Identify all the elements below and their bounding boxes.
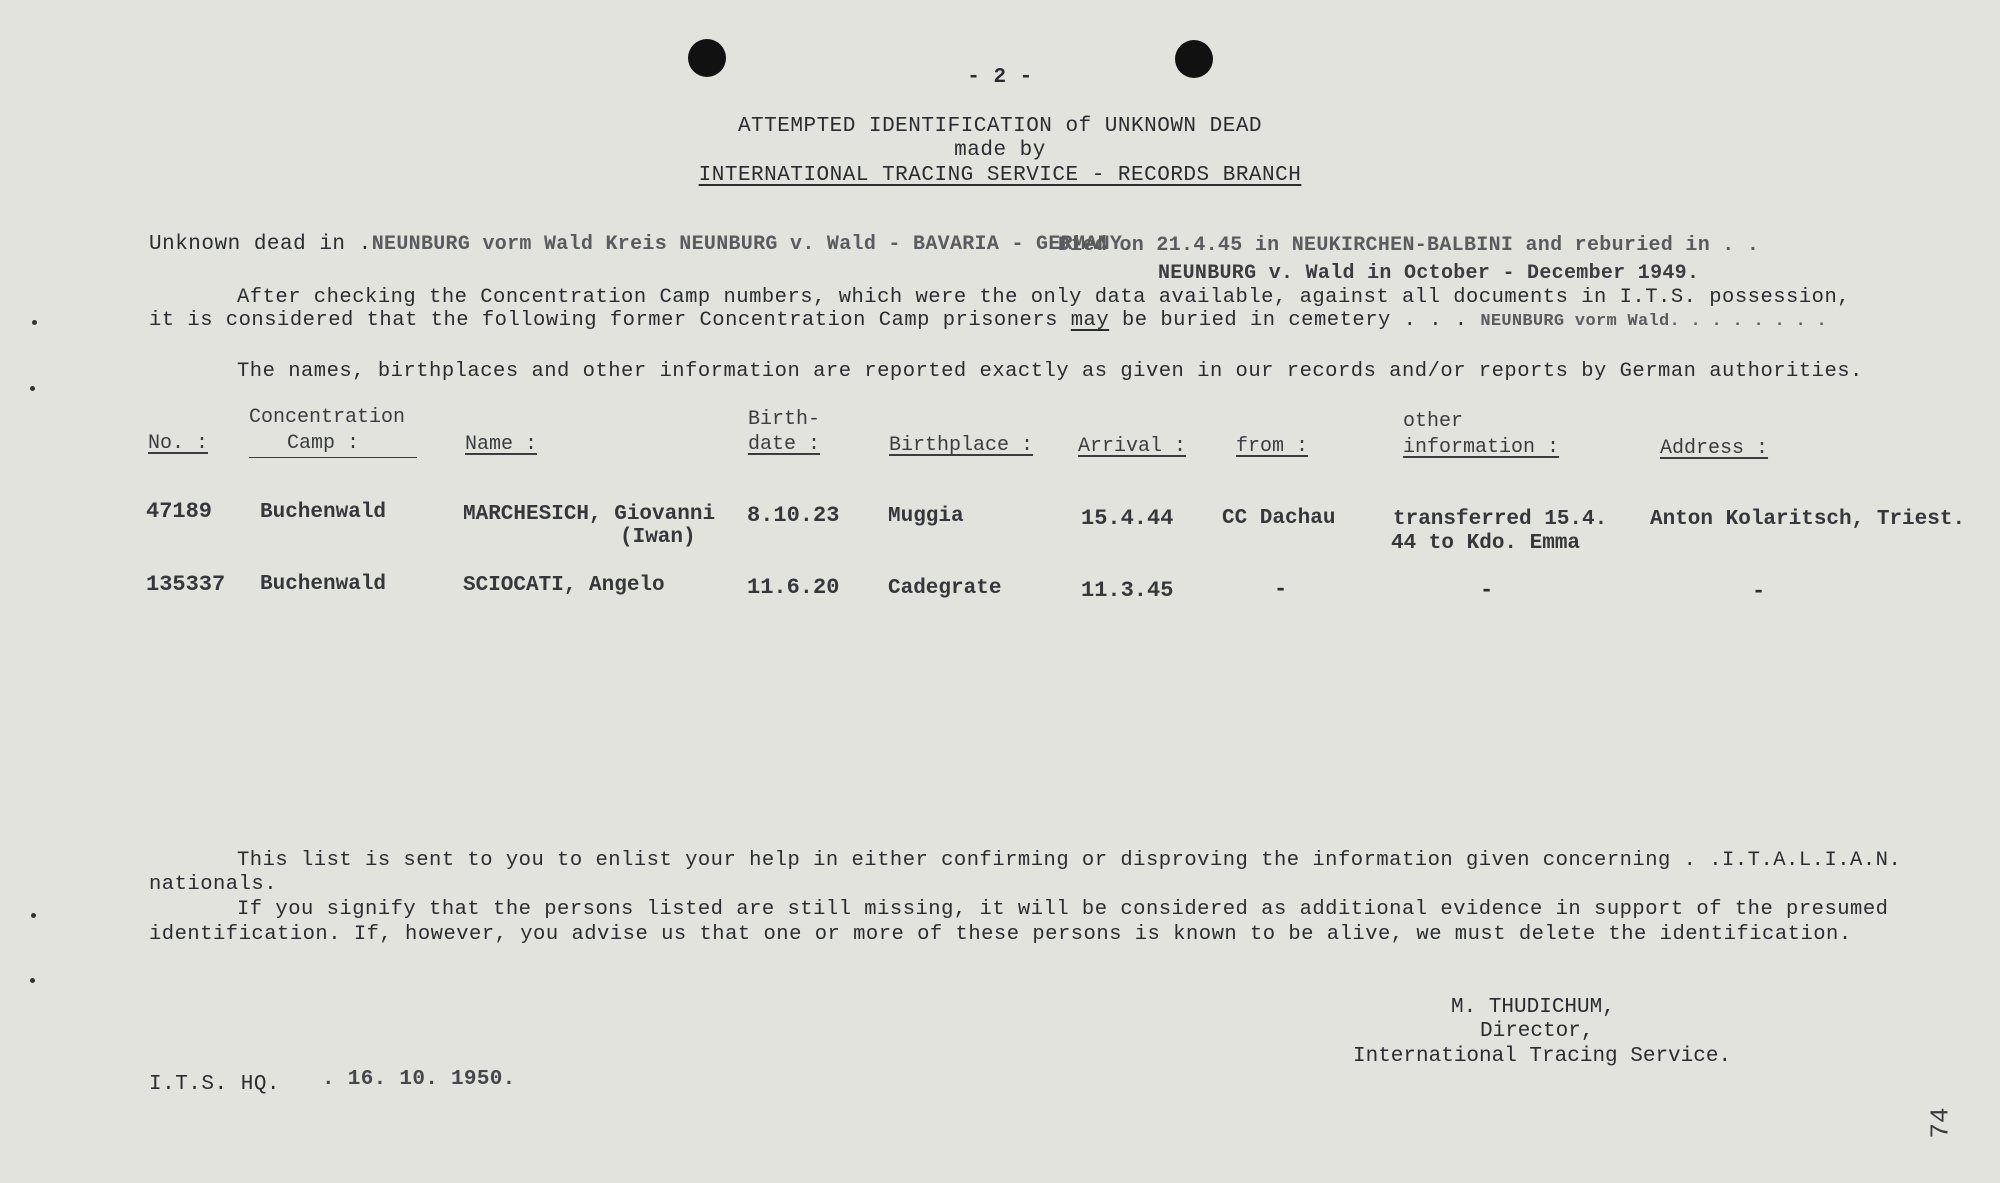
header-address: Address :	[1660, 437, 1769, 460]
cell-name: MARCHESICH, Giovanni	[463, 503, 716, 526]
reburial-stamp: NEUNBURG v. Wald in October - December 1949.	[1158, 262, 1700, 285]
cell-other-cont: 44 to Kdo. Emma	[1391, 532, 1581, 555]
header-birthdate-top: Birth-	[748, 408, 821, 431]
signatory-title: Director,	[1480, 1020, 1594, 1043]
cell-address: -	[1752, 579, 1766, 604]
header-camp-top: Concentration	[249, 406, 406, 429]
cell-arrival: 11.3.45	[1081, 578, 1174, 603]
location-stamp: NEUNBURG vorm Wald Kreis NEUNBURG v. Wald - BAVARIA - GERMANY.	[371, 233, 1135, 256]
closing-line-4: identification. If, however, you advise us that one or more of these persons is known to be alive, we must delete the identification.	[149, 923, 1852, 946]
cell-birthdate: 8.10.23	[747, 503, 840, 528]
margin-page-mark: 74	[1925, 1107, 1956, 1139]
signatory-name: M. THUDICHUM,	[1451, 996, 1615, 1019]
may-emphasis: may	[1070, 309, 1110, 332]
margin-dot	[31, 913, 36, 918]
cell-other: -	[1480, 578, 1494, 603]
closing-line-2: nationals.	[149, 873, 278, 896]
header-other-top: other	[1403, 410, 1464, 433]
cell-from: CC Dachau	[1222, 507, 1336, 530]
margin-dot	[32, 320, 37, 325]
cell-no: 135337	[146, 572, 226, 597]
document-subtitle: made by	[954, 139, 1046, 162]
intro-line-1	[149, 233, 1134, 256]
intro-paragraph-line-1: After checking the Concentration Camp numbers, which were the only data available, against all documents in I.T.S. possession,	[237, 286, 1851, 309]
cell-birthplace: Muggia	[888, 505, 964, 528]
intro-prefix: Unknown dead in .	[149, 233, 372, 256]
cell-camp: Buchenwald	[260, 501, 387, 524]
cell-birthdate: 11.6.20	[747, 575, 840, 600]
intro-paragraph-line-2: it is considered that the following former Concentration Camp prisoners may be buried in cemetery . . . NEUNBURG vorm Wald. . . . . . . .	[149, 309, 1827, 332]
cell-address: Anton Kolaritsch, Triest.	[1650, 508, 1966, 531]
footer-hq: I.T.S. HQ.	[149, 1073, 281, 1096]
cell-no: 47189	[146, 499, 213, 524]
header-birthplace: Birthplace :	[889, 434, 1034, 457]
document-title: ATTEMPTED IDENTIFICATION of UNKNOWN DEAD	[737, 115, 1263, 138]
signatory-organization: International Tracing Service.	[1353, 1045, 1732, 1068]
cell-name: SCIOCATI, Angelo	[463, 574, 665, 597]
cell-other: transferred 15.4.	[1393, 508, 1608, 531]
closing-line-3: If you signify that the persons listed are still missing, it will be considered as additional evidence in support of the presumed	[237, 898, 1889, 921]
cell-name-alias: (Iwan)	[620, 526, 696, 549]
header-other: information :	[1403, 436, 1560, 459]
margin-dot	[30, 978, 35, 983]
cell-arrival: 15.4.44	[1081, 506, 1174, 531]
issuing-organization: INTERNATIONAL TRACING SERVICE - RECORDS BRANCH	[698, 164, 1302, 187]
died-stamp: Died on 21.4.45 in NEUKIRCHEN-BALBINI and reburied in . .	[1058, 234, 1760, 257]
margin-dot	[30, 386, 35, 391]
header-no: No. :	[148, 432, 209, 455]
header-arrival: Arrival :	[1078, 435, 1187, 458]
cemetery-stamp: NEUNBURG vorm Wald. . . . . . . .	[1480, 312, 1827, 331]
cell-birthplace: Cadegrate	[888, 577, 1002, 600]
closing-line-1: This list is sent to you to enlist your help in either confirming or disproving the information given concerning . .I.T.A.L.I.A.N.	[237, 849, 1902, 872]
header-camp: Camp :	[249, 432, 417, 458]
header-birthdate: date :	[748, 433, 821, 456]
cell-camp: Buchenwald	[260, 573, 387, 596]
footer-date: . 16. 10. 1950.	[322, 1068, 516, 1091]
records-note: The names, birthplaces and other information are reported exactly as given in our records and/or reports by German authorities.	[237, 360, 1863, 383]
header-name: Name :	[465, 433, 538, 456]
page-number: - 2 -	[967, 66, 1033, 89]
cell-from: -	[1274, 577, 1288, 602]
header-from: from :	[1236, 435, 1309, 458]
